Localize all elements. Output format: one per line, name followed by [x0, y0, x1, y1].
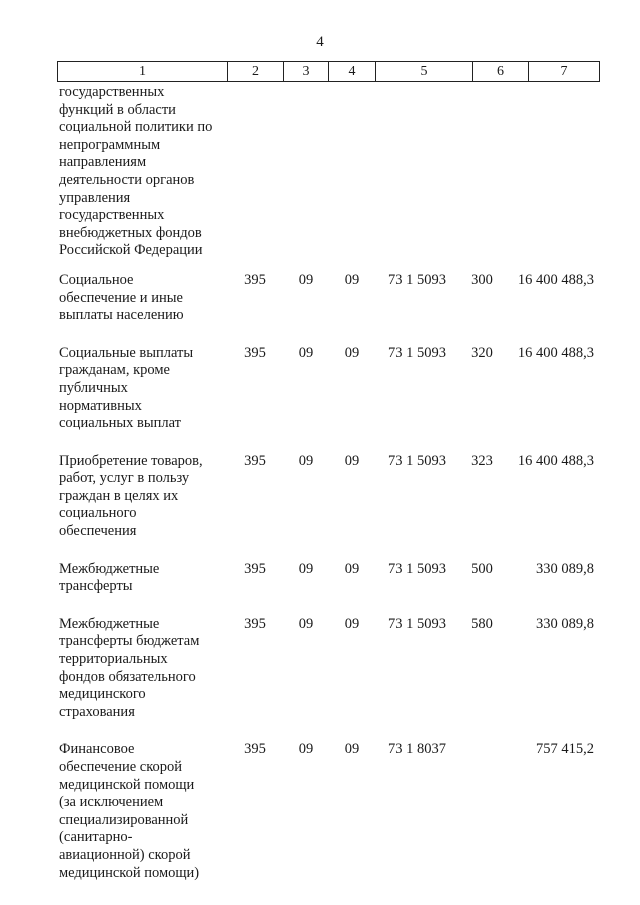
- row-admin-code: 395: [244, 615, 266, 632]
- row-description: Межбюджетные трансферты бюджетам территориальных фондов обязательного медицинского страхования: [59, 615, 200, 720]
- page-number: 4: [316, 34, 324, 50]
- table-row: [0, 84, 640, 260]
- row-amount: 330 089,8: [536, 615, 594, 632]
- table-row: [0, 616, 640, 722]
- row-description: Социальные выплаты гражданам, кроме публичных нормативных социальных выплат: [59, 344, 194, 432]
- table-row: [0, 345, 640, 433]
- column-header-4: 4: [329, 62, 376, 82]
- row-expense-type: 580: [471, 615, 493, 632]
- row-target-article: 73 1 5093: [388, 271, 446, 288]
- row-target-article: 73 1 5093: [388, 344, 446, 361]
- column-header-7: 7: [529, 62, 600, 82]
- table-row: [0, 741, 640, 882]
- row-section: 09: [298, 560, 314, 577]
- column-header-row: [58, 62, 600, 82]
- row-description: государственных функций в области социальной политики по непрограммным направлениям деятельности органов управления государственных внебюджетных фондов Российской Федерации: [59, 84, 213, 259]
- column-header-6: 6: [473, 62, 529, 82]
- row-section: 09: [298, 615, 314, 632]
- row-section: 09: [298, 452, 314, 469]
- row-target-article: 73 1 5093: [388, 560, 446, 577]
- column-header-3: 3: [284, 62, 329, 82]
- column-header-1: 1: [58, 62, 228, 82]
- row-section: 09: [298, 344, 314, 361]
- row-description: Финансовое обеспечение скорой медицинской помощи (за исключением специализированной (санитарно- авиационной) скорой медицинской помощи): [59, 741, 200, 881]
- column-header-5: 5: [376, 62, 473, 82]
- row-expense-type: 300: [471, 271, 493, 288]
- row-amount: 16 400 488,3: [517, 452, 594, 469]
- row-amount: 330 089,8: [536, 560, 594, 577]
- row-description: Приобретение товаров, работ, услуг в пользу граждан в целях их социального обеспечения: [59, 452, 203, 540]
- row-admin-code: 395: [244, 271, 266, 288]
- row-amount: 757 415,2: [536, 741, 594, 758]
- row-target-article: 73 1 5093: [388, 615, 446, 632]
- row-admin-code: 395: [244, 741, 266, 758]
- row-expense-type: 320: [471, 344, 493, 361]
- row-subsection: 09: [344, 615, 360, 632]
- row-admin-code: 395: [244, 452, 266, 469]
- row-expense-type: 500: [471, 560, 493, 577]
- row-target-article: 73 1 8037: [388, 741, 446, 758]
- table-row: [0, 453, 640, 541]
- row-admin-code: 395: [244, 560, 266, 577]
- row-amount: 16 400 488,3: [517, 344, 594, 361]
- row-section: 09: [298, 741, 314, 758]
- row-expense-type: 323: [471, 452, 493, 469]
- row-description: Межбюджетные трансферты: [59, 560, 160, 595]
- column-header-2: 2: [228, 62, 284, 82]
- table-row: [0, 272, 640, 325]
- row-subsection: 09: [344, 741, 360, 758]
- row-subsection: 09: [344, 452, 360, 469]
- column-header-table: [57, 61, 600, 82]
- budget-table-body: [0, 84, 640, 882]
- row-section: 09: [298, 271, 314, 288]
- table-row: [0, 561, 640, 596]
- row-amount: 16 400 488,3: [517, 271, 594, 288]
- row-target-article: 73 1 5093: [388, 452, 446, 469]
- row-description: Социальное обеспечение и иные выплаты населению: [59, 271, 184, 324]
- row-subsection: 09: [344, 560, 360, 577]
- row-subsection: 09: [344, 271, 360, 288]
- row-admin-code: 395: [244, 344, 266, 361]
- row-subsection: 09: [344, 344, 360, 361]
